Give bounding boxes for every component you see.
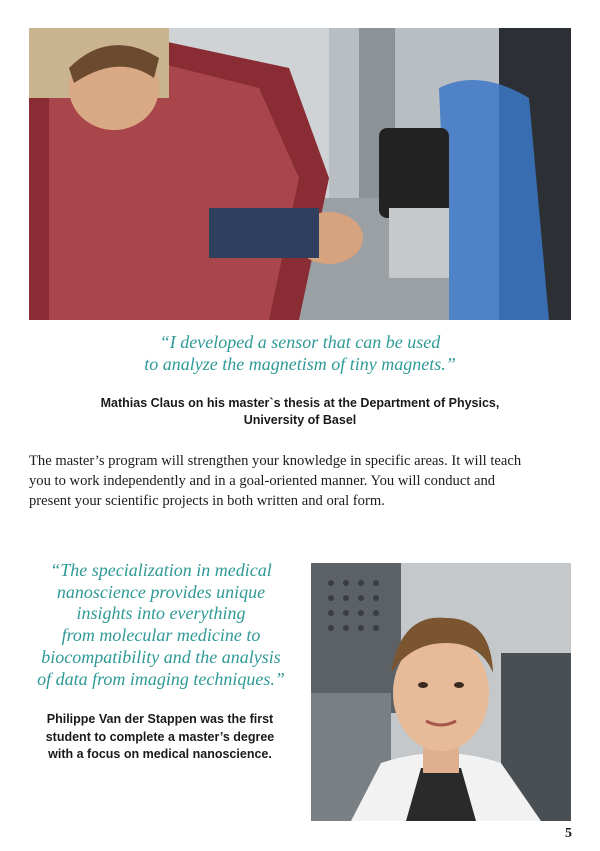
photo-researcher-illustration bbox=[29, 28, 571, 320]
caption-philippe-van-der-stappen bbox=[24, 711, 296, 764]
body-paragraph bbox=[29, 451, 574, 511]
caption-line: with a focus on medical nanoscience. bbox=[48, 747, 272, 761]
quote-line: insights into everything bbox=[76, 603, 246, 624]
quote-philippe-van-der-stappen bbox=[20, 560, 302, 690]
caption-mathias-claus bbox=[60, 395, 540, 429]
photo-student-portrait bbox=[311, 563, 571, 821]
quote-line: nanoscience provides unique bbox=[56, 581, 266, 602]
quote-line: from molecular medicine to bbox=[61, 625, 261, 646]
caption-line: student to complete a master’s degree bbox=[45, 729, 275, 744]
photo-researcher-at-instrument bbox=[29, 28, 571, 320]
caption-line: Mathias Claus on his master`s thesis at the Department of Physics, bbox=[100, 396, 500, 410]
body-line: The master’s program will strengthen your knowledge in specific areas. It will teach bbox=[29, 453, 522, 469]
quote-line: biocompatibility and the analysis bbox=[41, 646, 281, 667]
page-number: 5 bbox=[565, 826, 572, 841]
quote-line: “The specialization in medical bbox=[50, 560, 272, 580]
quote-line: “I developed a sensor that can be used bbox=[159, 332, 441, 352]
photo-portrait-illustration bbox=[311, 563, 571, 821]
body-line: you to work independently and in a goal-oriented manner. You will conduct and bbox=[29, 473, 496, 489]
quote-line: to analyze the magnetism of tiny magnets.” bbox=[144, 354, 456, 374]
quote-line: of data from imaging techniques.” bbox=[37, 668, 285, 689]
quote-mathias-claus bbox=[60, 331, 540, 375]
body-line: present your scientific projects in both written and oral form. bbox=[29, 493, 385, 509]
caption-line: University of Basel bbox=[243, 413, 357, 427]
caption-line: Philippe Van der Stappen was the first bbox=[46, 712, 274, 726]
